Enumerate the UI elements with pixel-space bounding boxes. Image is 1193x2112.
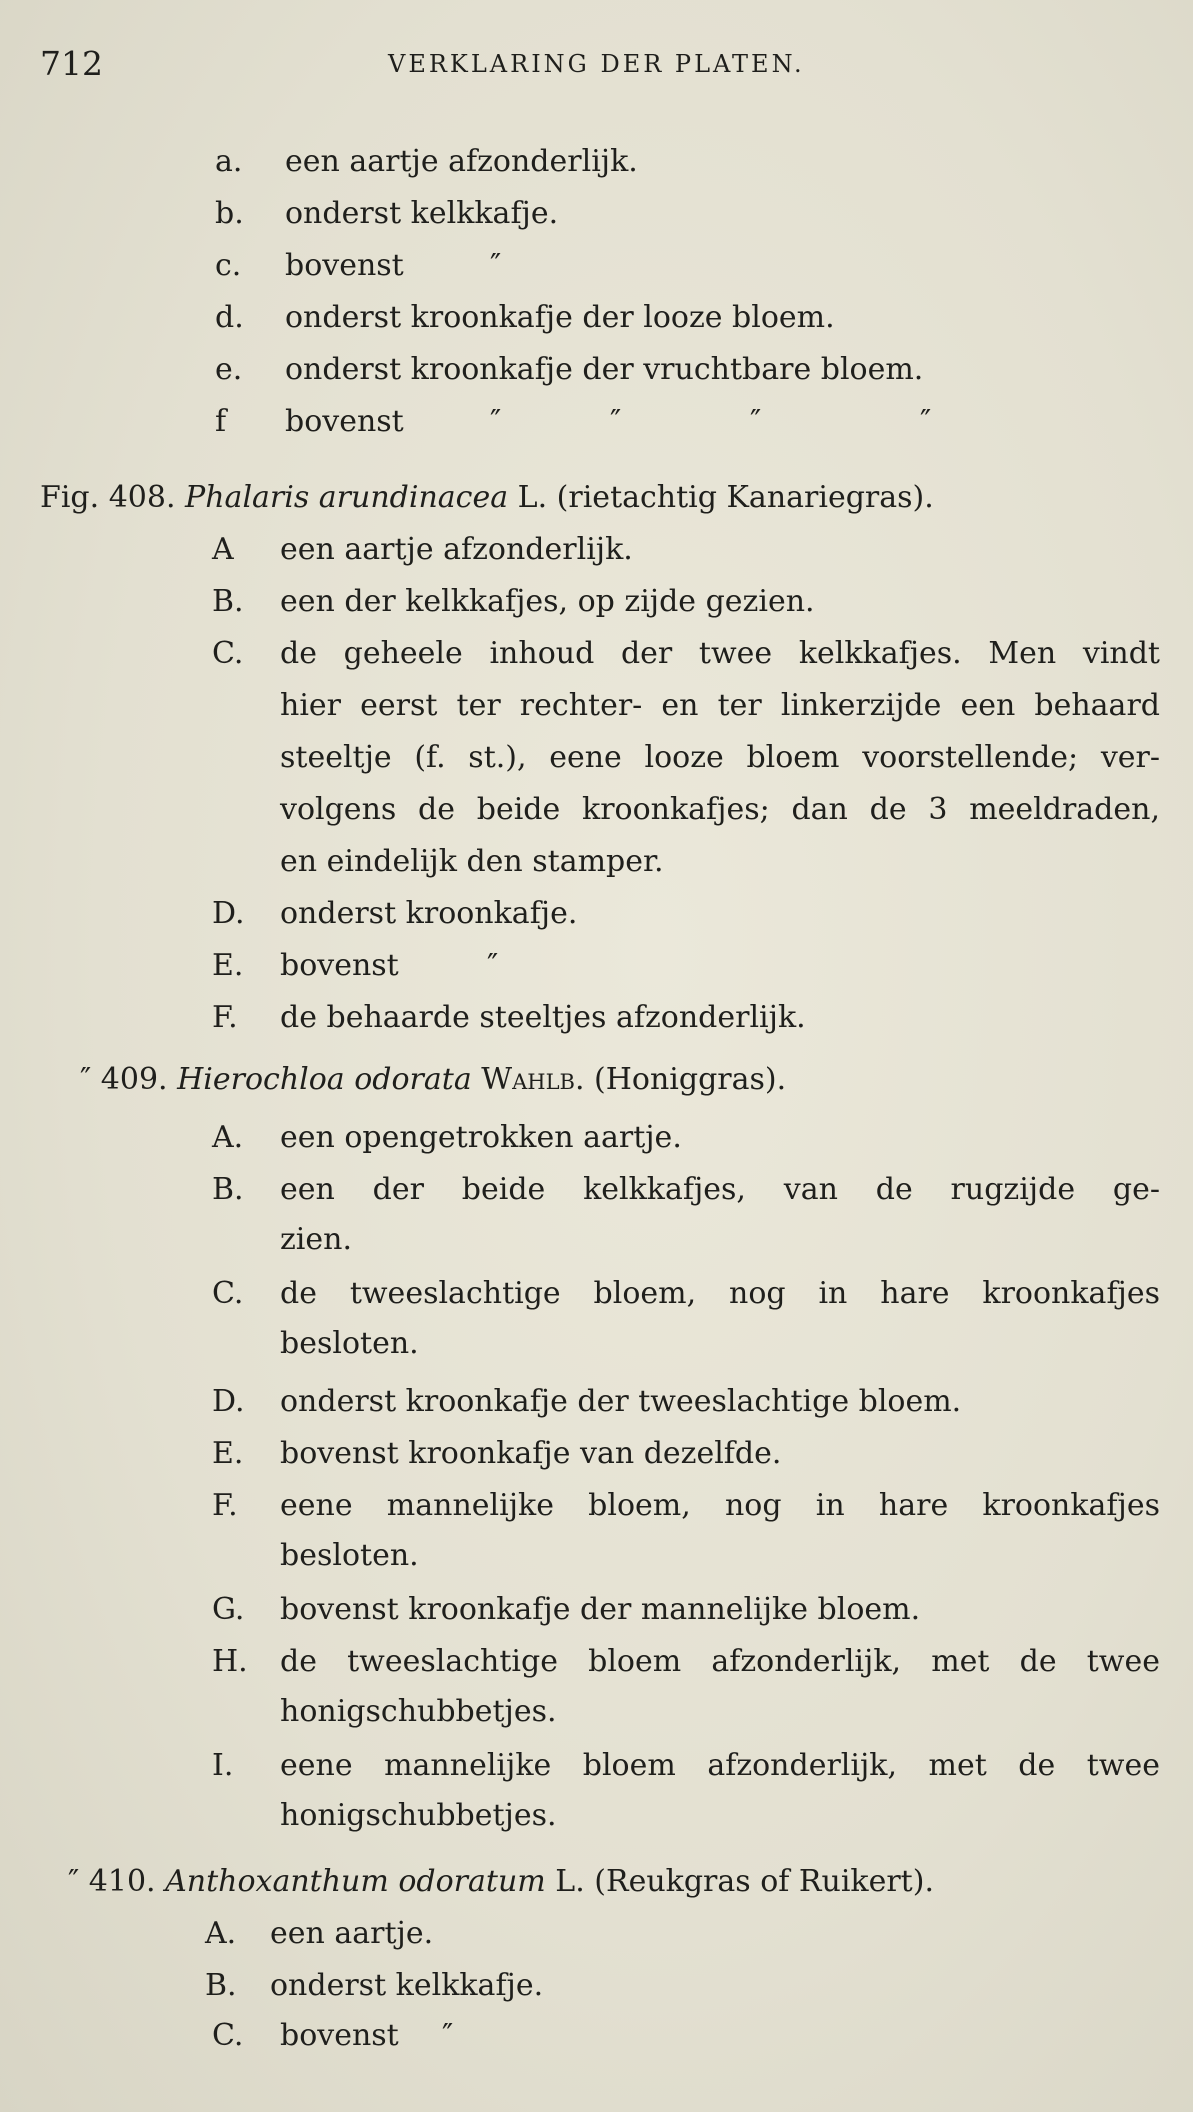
item-label: D. [212, 896, 245, 931]
item-text: de behaarde steeltjes afzonderlijk. [280, 1000, 806, 1035]
ditto-mark: ″ [490, 404, 502, 439]
item-label: H. [212, 1644, 248, 1679]
item-text-line: de geheele inhoud der twee kelkkafjes. Men vindt [280, 636, 1160, 671]
item-text: onderst kroonkafje der vruchtbare bloem. [285, 352, 924, 387]
item-label: A. [212, 1120, 244, 1155]
item-text-line: honigschubbetjes. [280, 1694, 557, 1729]
item-text: bovenst kroonkafje van dezelfde. [280, 1436, 782, 1471]
item-text: een aartje afzonderlijk. [285, 144, 638, 179]
page-number: 712 [40, 44, 103, 83]
species-author: Wahlb. [481, 1062, 585, 1097]
item-text-line: eene mannelijke bloem, nog in hare kroonkafjes [280, 1488, 1160, 1523]
item-label: b. [215, 196, 244, 231]
item-text-line: besloten. [280, 1538, 419, 1573]
fig-prefix: ″ [68, 1864, 80, 1899]
item-label: B. [205, 1968, 237, 2003]
ditto-mark: ″ [610, 404, 622, 439]
page-header [40, 44, 1150, 94]
item-text: bovenst [280, 2018, 399, 2053]
ditto-mark: ″ [487, 948, 499, 983]
fig-number: 410. [88, 1864, 156, 1899]
common-name: (rietachtig Kanariegras). [556, 480, 934, 515]
item-text: een aartje. [270, 1916, 434, 1951]
item-text-line: volgens de beide kroonkafjes; dan de 3 meeldraden, [280, 792, 1160, 827]
item-label: A [212, 532, 234, 567]
item-text-line: zien. [280, 1222, 353, 1257]
item-text-line: besloten. [280, 1326, 419, 1361]
item-label: F. [212, 1000, 238, 1035]
item-text-line: eene mannelijke bloem afzonderlijk, met de twee [280, 1748, 1160, 1783]
item-text-line: de tweeslachtige bloem afzonderlijk, met de twee [280, 1644, 1160, 1679]
figure-heading [68, 1862, 934, 1902]
item-label: d. [215, 300, 244, 335]
ditto-mark: ″ [920, 404, 932, 439]
item-text-line: een der beide kelkkafjes, van de rugzijde ge- [280, 1172, 1160, 1207]
fig-prefix: ″ [80, 1062, 92, 1097]
item-text: een aartje afzonderlijk. [280, 532, 633, 567]
species-author: L. [517, 480, 548, 515]
item-text: bovenst [280, 948, 399, 983]
ditto-mark: ″ [750, 404, 762, 439]
figure-heading [80, 1060, 786, 1100]
species-name: Anthoxanthum odoratum [165, 1864, 546, 1899]
item-label: e. [215, 352, 243, 387]
figure-heading [40, 478, 934, 518]
item-text: onderst kroonkafje der looze bloem. [285, 300, 835, 335]
item-label: C. [212, 1276, 244, 1311]
ditto-mark: ″ [490, 248, 502, 283]
item-text: bovenst [285, 248, 404, 283]
item-label: D. [212, 1384, 245, 1419]
fig-prefix: Fig. [40, 480, 100, 515]
common-name: (Reukgras of Ruikert). [594, 1864, 934, 1899]
species-name: Hierochloa odorata [177, 1062, 472, 1097]
item-text-line: de tweeslachtige bloem, nog in hare kroonkafjes [280, 1276, 1160, 1311]
item-label: F. [212, 1488, 238, 1523]
item-text: een der kelkkafjes, op zijde gezien. [280, 584, 815, 619]
item-text: onderst kroonkafje der tweeslachtige bloem. [280, 1384, 962, 1419]
item-text: bovenst [285, 404, 404, 439]
item-label: G. [212, 1592, 245, 1627]
item-label: c. [215, 248, 242, 283]
ditto-mark: ″ [442, 2018, 454, 2053]
item-text: onderst kelkkafje. [270, 1968, 544, 2003]
item-text: onderst kelkkafje. [285, 196, 559, 231]
fig-number: 408. [108, 480, 176, 515]
item-label: C. [212, 2018, 244, 2053]
item-label: I. [212, 1748, 234, 1783]
item-label: B. [212, 584, 244, 619]
item-text-line: steeltje (f. st.), eene looze bloem voorstellende; ver- [280, 740, 1160, 775]
species-name: Phalaris arundinacea [185, 480, 509, 515]
item-label: A. [205, 1916, 237, 1951]
item-label: f [215, 404, 227, 439]
running-title: VERKLARING DER PLATEN. [388, 50, 805, 78]
item-text: bovenst kroonkafje der mannelijke bloem. [280, 1592, 921, 1627]
item-label: B. [212, 1172, 244, 1207]
item-text-line: en eindelijk den stamper. [280, 844, 664, 879]
item-label: a. [215, 144, 243, 179]
item-text-line: hier eerst ter rechter- en ter linkerzijde een behaard [280, 688, 1160, 723]
common-name: (Honiggras). [594, 1062, 787, 1097]
species-author: L. [555, 1864, 585, 1899]
item-text-line: honigschubbetjes. [280, 1798, 557, 1833]
fig-number: 409. [100, 1062, 168, 1097]
item-label: E. [212, 948, 244, 983]
item-label: C. [212, 636, 244, 671]
item-text: onderst kroonkafje. [280, 896, 578, 931]
item-label: E. [212, 1436, 244, 1471]
item-text: een opengetrokken aartje. [280, 1120, 682, 1155]
